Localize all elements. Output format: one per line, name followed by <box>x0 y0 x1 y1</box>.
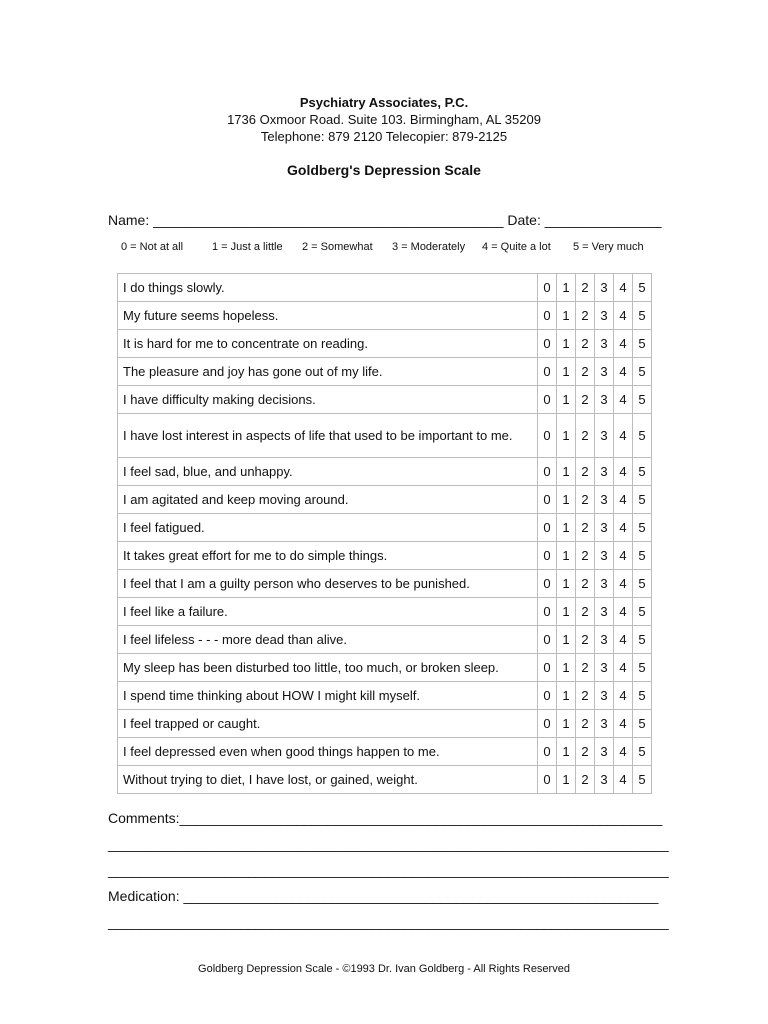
scale-row <box>118 570 652 598</box>
medication-field[interactable]: Medication: _____________________________________________________________ <box>108 888 659 904</box>
rating-option-2[interactable]: 2 <box>576 570 595 598</box>
scale-question: My future seems hopeless. <box>118 302 538 330</box>
rating-option-3[interactable]: 3 <box>595 514 614 542</box>
rating-option-1[interactable]: 1 <box>557 682 576 710</box>
scale-row <box>118 682 652 710</box>
rating-option-0[interactable]: 0 <box>538 386 557 414</box>
scale-row <box>118 598 652 626</box>
rating-option-1[interactable]: 1 <box>557 598 576 626</box>
rating-option-1[interactable]: 1 <box>557 274 576 302</box>
rating-option-2[interactable]: 2 <box>576 302 595 330</box>
rating-option-2[interactable]: 2 <box>576 542 595 570</box>
rating-option-5[interactable]: 5 <box>633 542 652 570</box>
comments-line[interactable]: ________________________________________________________________________ <box>108 862 669 878</box>
rating-option-0[interactable]: 0 <box>538 766 557 794</box>
rating-option-3[interactable]: 3 <box>595 358 614 386</box>
rating-option-0[interactable]: 0 <box>538 542 557 570</box>
rating-option-0[interactable]: 0 <box>538 598 557 626</box>
rating-option-2[interactable]: 2 <box>576 654 595 682</box>
rating-option-5[interactable]: 5 <box>633 654 652 682</box>
scale-row <box>118 330 652 358</box>
scale-question: My sleep has been disturbed too little, too much, or broken sleep. <box>118 654 538 682</box>
rating-option-1[interactable]: 1 <box>557 486 576 514</box>
rating-option-1[interactable]: 1 <box>557 386 576 414</box>
rating-option-1[interactable]: 1 <box>557 414 576 458</box>
rating-option-1[interactable]: 1 <box>557 514 576 542</box>
rating-option-1[interactable]: 1 <box>557 710 576 738</box>
rating-option-0[interactable]: 0 <box>538 274 557 302</box>
rating-option-0[interactable]: 0 <box>538 414 557 458</box>
rating-option-1[interactable]: 1 <box>557 302 576 330</box>
rating-option-0[interactable]: 0 <box>538 486 557 514</box>
rating-option-4[interactable]: 4 <box>614 542 633 570</box>
rating-option-2[interactable]: 2 <box>576 766 595 794</box>
rating-option-2[interactable]: 2 <box>576 626 595 654</box>
scale-row <box>118 358 652 386</box>
scale-question: I feel fatigued. <box>118 514 538 542</box>
scale-row <box>118 414 652 458</box>
scale-legend <box>121 241 651 255</box>
rating-option-2[interactable]: 2 <box>576 738 595 766</box>
rating-option-3[interactable]: 3 <box>595 682 614 710</box>
notes-section <box>108 810 669 940</box>
rating-option-2[interactable]: 2 <box>576 330 595 358</box>
rating-option-0[interactable]: 0 <box>538 302 557 330</box>
scale-row <box>118 458 652 486</box>
medication-line[interactable]: ________________________________________________________________________ <box>108 914 669 930</box>
scale-question: I feel that I am a guilty person who deserves to be punished. <box>118 570 538 598</box>
legend-item: 3 = Moderately <box>392 241 466 253</box>
rating-option-0[interactable]: 0 <box>538 570 557 598</box>
rating-option-3[interactable]: 3 <box>595 570 614 598</box>
scale-question: Without trying to diet, I have lost, or gained, weight. <box>118 766 538 794</box>
rating-option-5[interactable]: 5 <box>633 598 652 626</box>
scale-question: I feel trapped or caught. <box>118 710 538 738</box>
rating-option-4[interactable]: 4 <box>614 598 633 626</box>
rating-option-4[interactable]: 4 <box>614 514 633 542</box>
rating-option-3[interactable]: 3 <box>595 626 614 654</box>
rating-option-3[interactable]: 3 <box>595 414 614 458</box>
rating-option-5[interactable]: 5 <box>633 274 652 302</box>
rating-option-5[interactable]: 5 <box>633 458 652 486</box>
scale-question: I have lost interest in aspects of life that used to be important to me. <box>118 414 538 458</box>
rating-option-4[interactable]: 4 <box>614 458 633 486</box>
rating-option-2[interactable]: 2 <box>576 710 595 738</box>
rating-option-5[interactable]: 5 <box>633 738 652 766</box>
rating-option-2[interactable]: 2 <box>576 514 595 542</box>
organization-address: 1736 Oxmoor Road. Suite 103. Birmingham, AL 35209 <box>227 112 541 127</box>
rating-option-3[interactable]: 3 <box>595 738 614 766</box>
scale-question: I feel depressed even when good things happen to me. <box>118 738 538 766</box>
rating-option-3[interactable]: 3 <box>595 274 614 302</box>
scale-row <box>118 766 652 794</box>
rating-option-0[interactable]: 0 <box>538 710 557 738</box>
rating-option-3[interactable]: 3 <box>595 542 614 570</box>
rating-option-1[interactable]: 1 <box>557 570 576 598</box>
rating-option-2[interactable]: 2 <box>576 274 595 302</box>
rating-option-5[interactable]: 5 <box>633 414 652 458</box>
scale-row <box>118 274 652 302</box>
scale-question: I feel sad, blue, and unhappy. <box>118 458 538 486</box>
rating-option-2[interactable]: 2 <box>576 414 595 458</box>
rating-option-4[interactable]: 4 <box>614 682 633 710</box>
rating-option-4[interactable]: 4 <box>614 358 633 386</box>
depression-scale-table <box>117 273 652 794</box>
scale-row <box>118 386 652 414</box>
rating-option-1[interactable]: 1 <box>557 458 576 486</box>
rating-option-2[interactable]: 2 <box>576 386 595 414</box>
rating-option-3[interactable]: 3 <box>595 710 614 738</box>
rating-option-2[interactable]: 2 <box>576 486 595 514</box>
rating-option-4[interactable]: 4 <box>614 302 633 330</box>
rating-option-3[interactable]: 3 <box>595 486 614 514</box>
scale-question: It takes great effort for me to do simple things. <box>118 542 538 570</box>
rating-option-0[interactable]: 0 <box>538 626 557 654</box>
rating-option-4[interactable]: 4 <box>614 570 633 598</box>
rating-option-5[interactable]: 5 <box>633 514 652 542</box>
rating-option-0[interactable]: 0 <box>538 514 557 542</box>
rating-option-4[interactable]: 4 <box>614 766 633 794</box>
scale-row <box>118 654 652 682</box>
rating-option-1[interactable]: 1 <box>557 738 576 766</box>
legend-item: 0 = Not at all <box>121 241 184 253</box>
rating-option-1[interactable]: 1 <box>557 542 576 570</box>
legend-item: 1 = Just a little <box>212 241 283 253</box>
rating-option-5[interactable]: 5 <box>633 486 652 514</box>
scale-row <box>118 486 652 514</box>
rating-option-5[interactable]: 5 <box>633 682 652 710</box>
rating-option-5[interactable]: 5 <box>633 358 652 386</box>
scale-row <box>118 626 652 654</box>
rating-option-2[interactable]: 2 <box>576 358 595 386</box>
scale-question: I am agitated and keep moving around. <box>118 486 538 514</box>
scale-row <box>118 738 652 766</box>
scale-row <box>118 542 652 570</box>
letterhead <box>0 94 768 145</box>
form-title: Goldberg's Depression Scale <box>287 162 481 178</box>
rating-option-4[interactable]: 4 <box>614 386 633 414</box>
rating-option-0[interactable]: 0 <box>538 682 557 710</box>
scale-question: I feel like a failure. <box>118 598 538 626</box>
rating-option-1[interactable]: 1 <box>557 358 576 386</box>
legend-item: 2 = Somewhat <box>302 241 373 253</box>
rating-option-2[interactable]: 2 <box>576 682 595 710</box>
rating-option-5[interactable]: 5 <box>633 766 652 794</box>
rating-option-4[interactable]: 4 <box>614 710 633 738</box>
scale-question: I feel lifeless - - - more dead than alive. <box>118 626 538 654</box>
scale-question: It is hard for me to concentrate on reading. <box>118 330 538 358</box>
rating-option-3[interactable]: 3 <box>595 386 614 414</box>
rating-option-5[interactable]: 5 <box>633 626 652 654</box>
rating-option-3[interactable]: 3 <box>595 654 614 682</box>
rating-option-1[interactable]: 1 <box>557 766 576 794</box>
rating-option-0[interactable]: 0 <box>538 738 557 766</box>
rating-option-4[interactable]: 4 <box>614 414 633 458</box>
rating-option-2[interactable]: 2 <box>576 458 595 486</box>
name-date-field[interactable]: Name: _____________________________________________ Date: _______________ <box>108 212 662 228</box>
scale-question: The pleasure and joy has gone out of my life. <box>118 358 538 386</box>
rating-option-0[interactable]: 0 <box>538 458 557 486</box>
rating-option-1[interactable]: 1 <box>557 330 576 358</box>
rating-option-5[interactable]: 5 <box>633 302 652 330</box>
organization-name: Psychiatry Associates, P.C. <box>299 95 469 110</box>
rating-option-4[interactable]: 4 <box>614 274 633 302</box>
rating-option-3[interactable]: 3 <box>595 598 614 626</box>
rating-option-0[interactable]: 0 <box>538 358 557 386</box>
scale-row <box>118 514 652 542</box>
rating-option-5[interactable]: 5 <box>633 330 652 358</box>
rating-option-1[interactable]: 1 <box>557 654 576 682</box>
rating-option-5[interactable]: 5 <box>633 386 652 414</box>
rating-option-1[interactable]: 1 <box>557 626 576 654</box>
legend-item: 5 = Very much <box>573 241 644 253</box>
rating-option-4[interactable]: 4 <box>614 330 633 358</box>
rating-option-3[interactable]: 3 <box>595 458 614 486</box>
rating-option-5[interactable]: 5 <box>633 570 652 598</box>
scale-question: I spend time thinking about HOW I might kill myself. <box>118 682 538 710</box>
rating-option-4[interactable]: 4 <box>614 738 633 766</box>
rating-option-4[interactable]: 4 <box>614 654 633 682</box>
scale-question: I do things slowly. <box>118 274 538 302</box>
organization-phone: Telephone: 879 2120 Telecopier: 879-2125 <box>260 129 508 144</box>
scale-question: I have difficulty making decisions. <box>118 386 538 414</box>
rating-option-2[interactable]: 2 <box>576 598 595 626</box>
rating-option-4[interactable]: 4 <box>614 486 633 514</box>
legend-item: 4 = Quite a lot <box>482 241 551 253</box>
rating-option-3[interactable]: 3 <box>595 766 614 794</box>
rating-option-5[interactable]: 5 <box>633 710 652 738</box>
rating-option-4[interactable]: 4 <box>614 626 633 654</box>
copyright-footer: Goldberg Depression Scale - ©1993 Dr. Ivan Goldberg - All Rights Reserved <box>198 963 570 975</box>
rating-option-3[interactable]: 3 <box>595 302 614 330</box>
scale-row <box>118 710 652 738</box>
comments-field[interactable]: Comments:______________________________________________________________ <box>108 810 663 826</box>
rating-option-3[interactable]: 3 <box>595 330 614 358</box>
rating-option-0[interactable]: 0 <box>538 654 557 682</box>
scale-row <box>118 302 652 330</box>
comments-line[interactable]: ________________________________________________________________________ <box>108 836 669 852</box>
rating-option-0[interactable]: 0 <box>538 330 557 358</box>
